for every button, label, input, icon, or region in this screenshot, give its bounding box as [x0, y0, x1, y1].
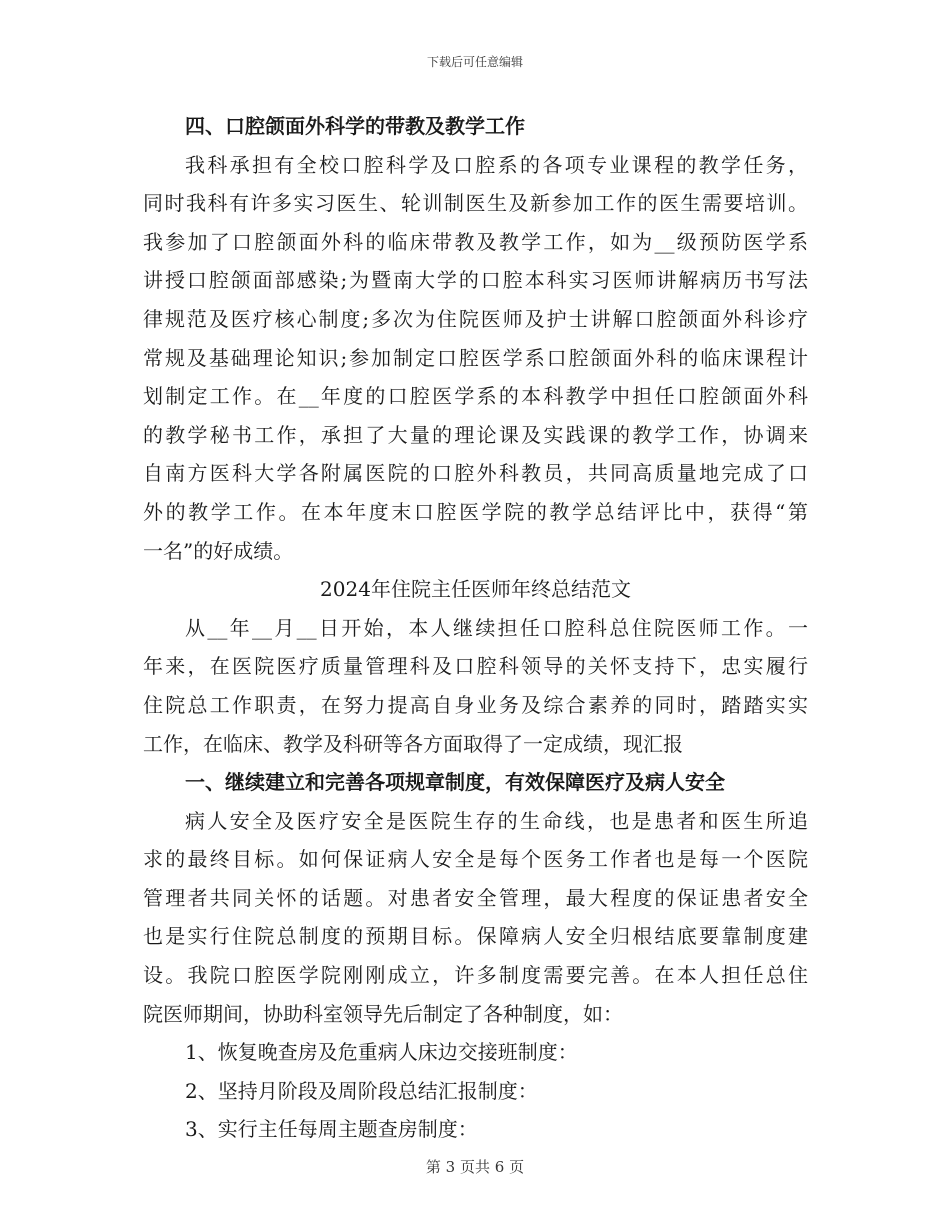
section-heading: 四、口腔颌面外科学的带教及教学工作	[185, 114, 525, 138]
paragraph-line: 的教学秘书工作，承担了大量的理论课及实践课的教学工作，协调来	[143, 422, 808, 447]
paragraph-line: 常规及基础理论知识;参加制定口腔医学系口腔颌面外科的临床课程计	[143, 345, 808, 370]
paragraph-line: 我参加了口腔颌面外科的临床带教及教学工作，如为__级预防医学系	[143, 229, 808, 254]
paragraph-line: 一名”的好成绩。	[143, 538, 294, 563]
paragraph-line: 也是实行住院总制度的预期目标。保障病人安全归根结底要靠制度建	[143, 924, 808, 949]
section-heading: 一、继续建立和完善各项规章制度，有效保障医疗及病人安全	[185, 770, 725, 795]
paragraph-line: 同时我科有许多实习医生、轮训制医生及新参加工作的医生需要培训。	[143, 191, 808, 216]
paragraph-first-line: 从__年__月__日开始，本人继续担任口腔科总住院医师工作。一	[185, 615, 808, 640]
paragraph-line: 设。我院口腔医学院刚刚成立，许多制度需要完善。在本人担任总住	[143, 963, 808, 988]
paragraph-line: 住院总工作职责，在努力提高自身业务及综合素养的同时，踏踏实实	[143, 692, 808, 717]
paragraph-first-line: 我科承担有全校口腔科学及口腔系的各项专业课程的教学任务，	[185, 152, 808, 177]
paragraph-line: 院医师期间，协助科室领导先后制定了各种制度，如：	[143, 1001, 623, 1026]
page-header: 下载后可任意编辑	[426, 55, 523, 69]
paragraph-first-line: 1、恢复晚查房及危重病人床边交接班制度：	[185, 1040, 578, 1065]
paragraph-line: 自南方医科大学各附属医院的口腔外科教员，共同高质量地完成了口	[143, 461, 808, 486]
document-title: 2024年住院主任医师年终总结范文	[320, 577, 631, 602]
document-body	[143, 107, 808, 1149]
paragraph-line: 管理者共同关怀的话题。对患者安全管理，最大程度的保证患者安全	[143, 885, 808, 910]
paragraph-first-line: 病人安全及医疗安全是医院生存的生命线，也是患者和医生所追	[185, 808, 808, 833]
paragraph-line: 年来，在医院医疗质量管理科及口腔科领导的关怀支持下，忠实履行	[143, 654, 808, 679]
paragraph-line: 工作，在临床、教学及科研等各方面取得了一定成绩，现汇报	[143, 731, 683, 756]
paragraph-first-line: 2、坚持月阶段及周阶段总结汇报制度：	[185, 1078, 538, 1103]
paragraph-first-line: 3、实行主任每周主题查房制度：	[185, 1117, 478, 1142]
paragraph-line: 划制定工作。在__年度的口腔医学系的本科教学中担任口腔颌面外科	[143, 384, 808, 409]
paragraph-line: 律规范及医疗核心制度;多次为住院医师及护士讲解口腔颌面外科诊疗	[143, 306, 808, 331]
paragraph-line: 外的教学工作。在本年度末口腔医学院的教学总结评比中，获得“第	[143, 499, 808, 524]
paragraph-line: 求的最终目标。如何保证病人安全是每个医务工作者也是每一个医院	[143, 847, 808, 872]
paragraph-line: 讲授口腔颌面部感染;为暨南大学的口腔本科实习医师讲解病历书写法	[143, 268, 808, 293]
page-number: 第 3 页共 6 页	[425, 1158, 525, 1176]
